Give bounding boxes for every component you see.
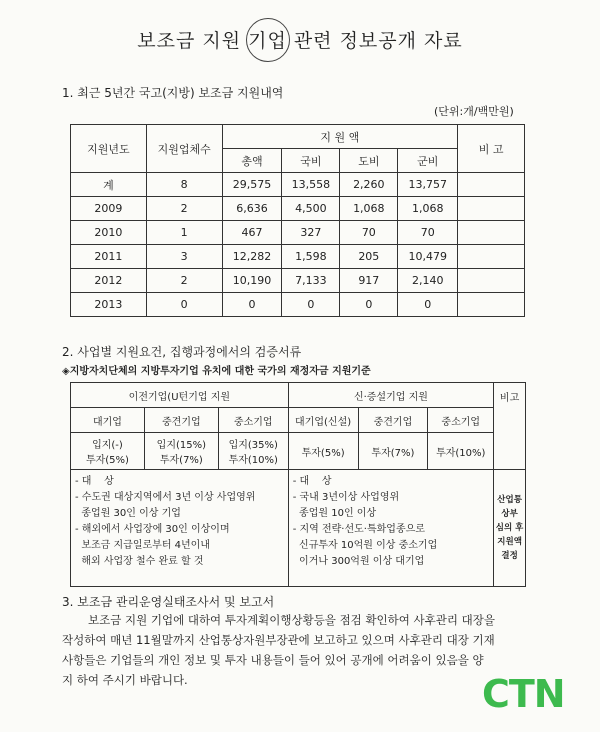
cell-count: 2 bbox=[146, 197, 222, 221]
table-row bbox=[71, 269, 525, 293]
remarks-body: 산업통 상부 심의 후 지원액 결정 bbox=[494, 470, 526, 587]
col-large-b: 대기업(신설) bbox=[288, 408, 358, 433]
cell-remarks bbox=[458, 173, 525, 197]
table-row bbox=[71, 293, 525, 317]
header-count: 지원업체수 bbox=[146, 125, 222, 173]
table-row bbox=[71, 197, 525, 221]
section3-body: 보조금 지원 기업에 대하여 투자계획이행상황등을 점검 확인하여 사후관리 대장을 작성하여 매년 11월말까지 산업통상자원부장관에 보고하고 있으며 사후관리 대장 기재 사항들은 기업들의 개인 정보 및 투자 내용들이 들어 있어 공개에 어려움이 있음을 양 지 하여 주시기 바랍니다. bbox=[62, 613, 495, 687]
cell-county: 2,140 bbox=[398, 269, 458, 293]
cell-remarks bbox=[458, 293, 525, 317]
header-year: 지원년도 bbox=[71, 125, 147, 173]
hand-drawn-circle bbox=[246, 18, 290, 62]
cell-county: 10,479 bbox=[398, 245, 458, 269]
header-amount: 지 원 액 bbox=[222, 125, 458, 149]
col-large-a: 대기업 bbox=[71, 408, 145, 433]
cell-province: 1,068 bbox=[340, 197, 398, 221]
cell-total: 6,636 bbox=[222, 197, 282, 221]
req-large-a: 입지(-) 투자(5%) bbox=[71, 433, 145, 470]
header-national: 국비 bbox=[282, 149, 340, 173]
col-mid-a: 중견기업 bbox=[144, 408, 218, 433]
cell-province: 2,260 bbox=[340, 173, 398, 197]
cell-count: 8 bbox=[146, 173, 222, 197]
group-relocation: 이전기업(U턴기업 지원 bbox=[71, 383, 289, 408]
header-remarks: 비 고 bbox=[458, 125, 525, 173]
cell-year: 2013 bbox=[71, 293, 147, 317]
cell-national: 0 bbox=[282, 293, 340, 317]
cell-national: 4,500 bbox=[282, 197, 340, 221]
cell-total: 10,190 bbox=[222, 269, 282, 293]
ctn-logo: CTN bbox=[482, 672, 565, 716]
cell-count: 1 bbox=[146, 221, 222, 245]
cell-province: 917 bbox=[340, 269, 398, 293]
table-row bbox=[71, 245, 525, 269]
cell-total: 29,575 bbox=[222, 173, 282, 197]
cell-county: 0 bbox=[398, 293, 458, 317]
col-small-a: 중소기업 bbox=[218, 408, 288, 433]
cell-count: 3 bbox=[146, 245, 222, 269]
cell-remarks bbox=[458, 245, 525, 269]
cell-year: 계 bbox=[71, 173, 147, 197]
req-large-b: 투자(5%) bbox=[288, 433, 358, 470]
header-total: 총액 bbox=[222, 149, 282, 173]
cell-year: 2010 bbox=[71, 221, 147, 245]
cell-national: 1,598 bbox=[282, 245, 340, 269]
support-criteria-table bbox=[70, 382, 526, 587]
target-relocation: - 대 상 - 수도권 대상지역에서 3년 이상 사업영위 종업원 30인 이상 기업 - 해외에서 사업장에 30인 이상이며 보조금 지급일로부터 4년이내 해외 사업장 철수 완료 할 것 bbox=[71, 470, 289, 587]
cell-national: 327 bbox=[282, 221, 340, 245]
cell-province: 0 bbox=[340, 293, 398, 317]
cell-remarks bbox=[458, 221, 525, 245]
cell-province: 205 bbox=[340, 245, 398, 269]
section2-subheading: ◈지방자치단체의 지방투자기업 유치에 대한 국가의 재정자금 지원기준 bbox=[62, 366, 371, 377]
col-small-b: 중소기업 bbox=[428, 408, 494, 433]
cell-total: 0 bbox=[222, 293, 282, 317]
req-small-b: 투자(10%) bbox=[428, 433, 494, 470]
cell-remarks bbox=[458, 197, 525, 221]
cell-province: 70 bbox=[340, 221, 398, 245]
col-mid-b: 중견기업 bbox=[358, 408, 428, 433]
cell-national: 7,133 bbox=[282, 269, 340, 293]
cell-year: 2011 bbox=[71, 245, 147, 269]
cell-county: 1,068 bbox=[398, 197, 458, 221]
req-mid-a: 입지(15%) 투자(7%) bbox=[144, 433, 218, 470]
cell-year: 2012 bbox=[71, 269, 147, 293]
cell-remarks bbox=[458, 269, 525, 293]
cell-national: 13,558 bbox=[282, 173, 340, 197]
cell-total: 12,282 bbox=[222, 245, 282, 269]
header-county: 군비 bbox=[398, 149, 458, 173]
cell-total: 467 bbox=[222, 221, 282, 245]
section2-heading: 2. 사업별 지원요건, 집행과정에서의 검증서류 bbox=[62, 345, 302, 359]
section3-heading: 3. 보조금 관리운영실태조사서 및 보고서 bbox=[62, 595, 275, 609]
group-new-expansion: 신·증설기업 지원 bbox=[288, 383, 493, 408]
req-mid-b: 투자(7%) bbox=[358, 433, 428, 470]
subsidy-history-table bbox=[70, 124, 525, 317]
cell-count: 2 bbox=[146, 269, 222, 293]
cell-county: 13,757 bbox=[398, 173, 458, 197]
table-row bbox=[71, 173, 525, 197]
document-title: 보조금 지원 기업 관련 정보공개 자료 bbox=[137, 30, 463, 52]
unit-label: (단위:개/백만원) bbox=[434, 105, 514, 118]
req-small-a: 입지(35%) 투자(10%) bbox=[218, 433, 288, 470]
remarks-header: 비고 bbox=[494, 383, 526, 470]
header-province: 도비 bbox=[340, 149, 398, 173]
table-row bbox=[71, 221, 525, 245]
cell-count: 0 bbox=[146, 293, 222, 317]
cell-county: 70 bbox=[398, 221, 458, 245]
cell-year: 2009 bbox=[71, 197, 147, 221]
target-new-expansion: - 대 상 - 국내 3년이상 사업영위 종업원 10인 이상 - 지역 전략·선도·특화업종으로 신규투자 10억원 이상 중소기업 이거나 300억원 이상 대기업 bbox=[288, 470, 493, 587]
section1-heading: 1. 최근 5년간 국고(지방) 보조금 지원내역 bbox=[62, 86, 284, 100]
